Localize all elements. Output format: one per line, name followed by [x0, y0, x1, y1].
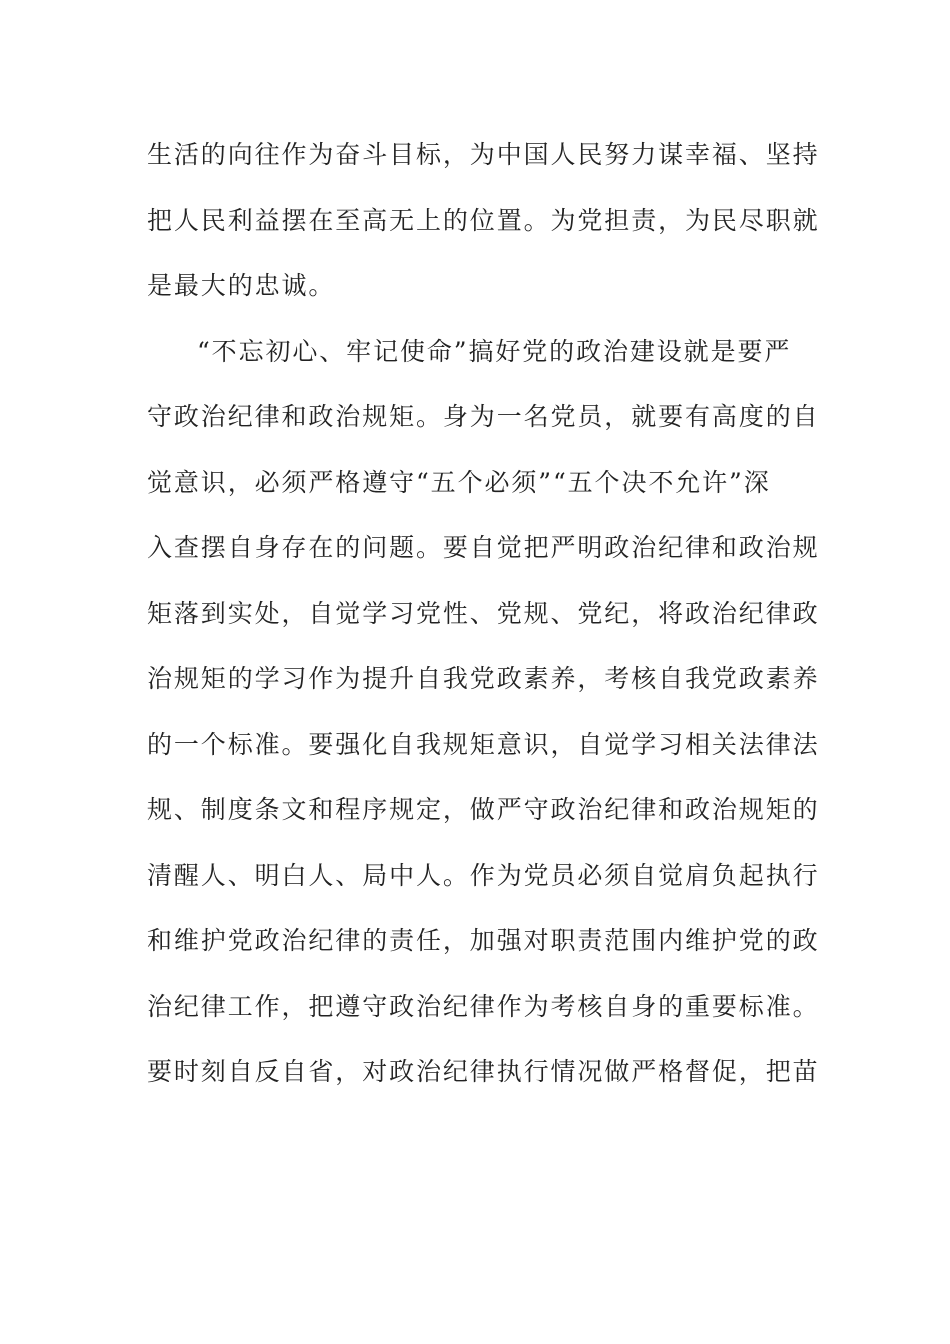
- body-text: [147, 130, 820, 1113]
- text-line: 规、制度条文和程序规定，做严守政治纪律和政治规矩的: [147, 795, 820, 824]
- text-line: 觉意识，必须严格遵守“五个必须”“五个决不允许”深: [147, 467, 771, 497]
- text-line: 治纪律工作，把遵守政治纪律作为考核自身的重要标准。: [147, 991, 820, 1021]
- text-line: 入查摆自身存在的问题。要自觉把严明政治纪律和政治规: [147, 533, 820, 562]
- text-line: 守政治纪律和政治规矩。身为一名党员，就要有高度的自: [147, 402, 820, 431]
- text-line: 要时刻自反自省，对政治纪律执行情况做严格督促，把苗: [147, 1057, 820, 1086]
- text-line: 的一个标准。要强化自我规矩意识，自觉学习相关法律法: [147, 729, 820, 759]
- paragraph-first-line: “不忘初心、牢记使命”搞好党的政治建设就是要严: [197, 336, 792, 366]
- text-line: 是最大的忠诚。: [147, 271, 336, 300]
- text-line: 把人民利益摆在至高无上的位置。为党担责，为民尽职就: [147, 205, 820, 235]
- text-line: 治规矩的学习作为提升自我党政素养，考核自我党政素养: [147, 664, 820, 693]
- text-line: 生活的向往作为奋斗目标，为中国人民努力谋幸福、坚持: [147, 140, 820, 169]
- text-line: 矩落到实处，自觉学习党性、党规、党纪，将政治纪律政: [147, 598, 820, 628]
- text-line: 清醒人、明白人、局中人。作为党员必须自觉肩负起执行: [147, 860, 820, 890]
- text-line: 和维护党政治纪律的责任，加强对职责范围内维护党的政: [147, 926, 820, 955]
